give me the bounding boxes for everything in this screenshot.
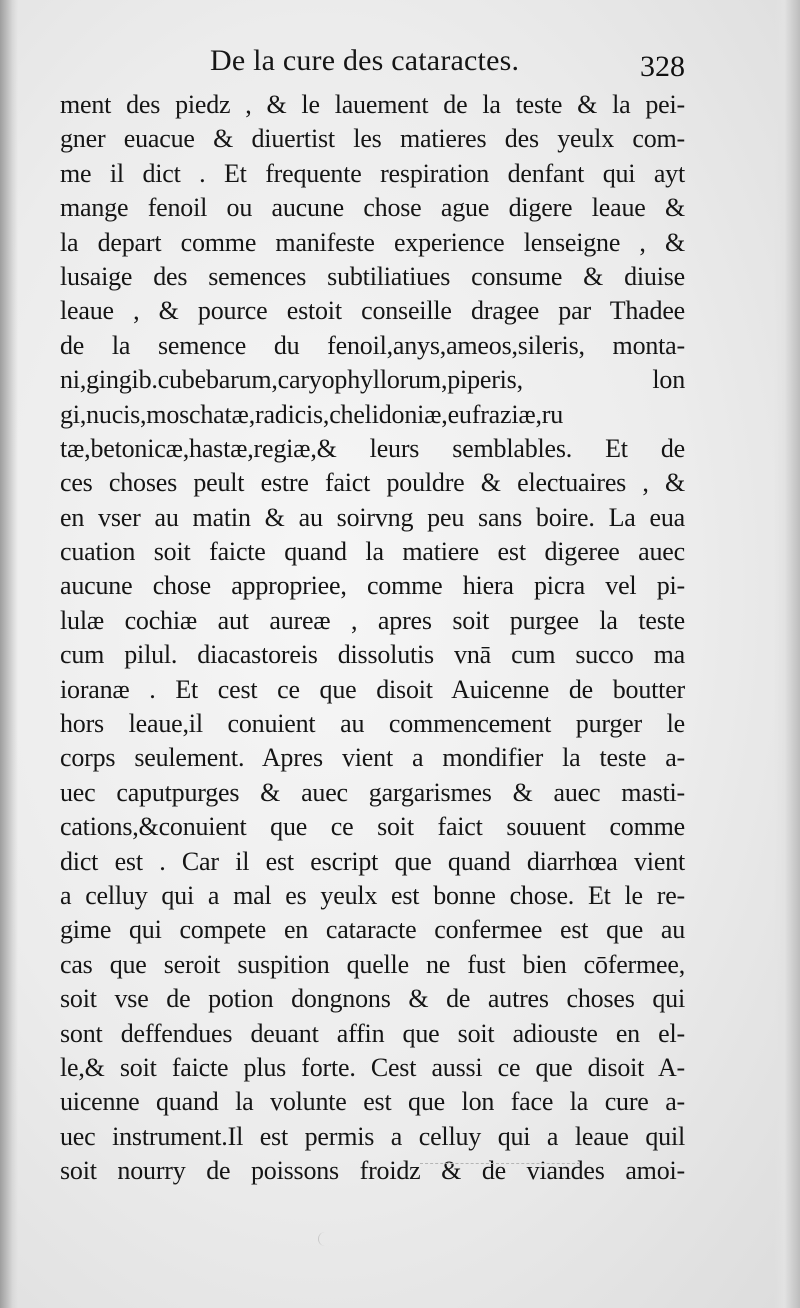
text-line: dict est . Car il est escript que quand diarrhœa vient bbox=[60, 846, 685, 876]
text-line: gner euacue & diuertist les matieres des yeulx com- bbox=[60, 124, 685, 154]
text-line: la depart comme manifeste experience lenseigne , & bbox=[60, 227, 685, 257]
text-line: cuation soit faicte quand la matiere est digeree auec bbox=[60, 537, 685, 567]
bleed-through-rule bbox=[420, 1163, 580, 1165]
text-line: en vser au matin & au soirvng peu sans boire. La eua bbox=[60, 502, 685, 532]
text-line: mange fenoil ou aucune chose ague digere leaue & bbox=[60, 193, 685, 223]
text-line: a celluy qui a mal es yeulx est bonne chose. Et le re- bbox=[60, 880, 685, 910]
text-line: aucune chose appropriee, comme hiera picra vel pi- bbox=[60, 571, 685, 601]
paper-fold-mark bbox=[318, 1232, 327, 1246]
body-text bbox=[60, 88, 685, 1189]
page-gutter-shadow bbox=[0, 0, 18, 1308]
text-line: leaue , & pource estoit conseille dragee par Thadee bbox=[60, 296, 685, 326]
text-line: ces choses peult estre faict pouldre & electuaires , & bbox=[60, 468, 685, 498]
text-line: lulæ cochiæ aut aureæ , apres soit purgee la teste bbox=[60, 605, 685, 635]
page-edge-shadow bbox=[774, 0, 800, 1308]
text-line: uec caputpurges & auec gargarismes & auec masti- bbox=[60, 777, 685, 807]
running-head: De la cure des cataractes. bbox=[210, 44, 520, 77]
text-line: uec instrument.Il est permis a celluy qui a leaue quil bbox=[60, 1121, 685, 1151]
text-line: gime qui compete en cataracte confermee est que au bbox=[60, 915, 685, 945]
text-line: soit nourry de poissons froidz & de viandes amoi- bbox=[60, 1156, 685, 1186]
text-line: soit vse de potion dongnons & de autres choses qui bbox=[60, 984, 685, 1014]
text-line: tæ,betonicæ,hastæ,regiæ,& leurs semblables. Et de bbox=[60, 433, 685, 463]
page-header bbox=[60, 44, 685, 90]
text-line: ioranæ . Et cest ce que disoit Auicenne de boutter bbox=[60, 674, 685, 704]
text-line: cum pilul. diacastoreis dissolutis vnā cum succo ma bbox=[60, 640, 685, 670]
text-line: cations,&conuient que ce soit faict souuent comme bbox=[60, 812, 685, 842]
text-line: uicenne quand la volunte est que lon face la cure a- bbox=[60, 1087, 685, 1117]
text-line: ment des piedz , & le lauement de la teste & la pei- bbox=[60, 90, 685, 119]
text-line: lusaige des semences subtiliatiues consume & diuise bbox=[60, 261, 685, 291]
page-number: 328 bbox=[640, 50, 685, 83]
text-line: le,& soit faicte plus forte. Cest aussi ce que disoit A- bbox=[60, 1052, 685, 1082]
text-line: sont deffendues deuant affin que soit adiouste en el- bbox=[60, 1018, 685, 1048]
text-line: ni,gingib.cubebarum,caryophyllorum,piperis, lon bbox=[60, 365, 685, 395]
text-line: corps seulement. Apres vient a mondifier la teste a- bbox=[60, 743, 685, 773]
text-line: me il dict . Et frequente respiration denfant qui ayt bbox=[60, 158, 685, 188]
text-line: hors leaue,il conuient au commencement purger le bbox=[60, 709, 685, 739]
text-line: gi,nucis,moschatæ,radicis,chelidoniæ,eufraziæ,ru bbox=[60, 399, 564, 429]
text-line: cas que seroit suspition quelle ne fust bien cōfermee, bbox=[60, 949, 685, 979]
text-line: de la semence du fenoil,anys,ameos,sileris, monta- bbox=[60, 330, 685, 360]
